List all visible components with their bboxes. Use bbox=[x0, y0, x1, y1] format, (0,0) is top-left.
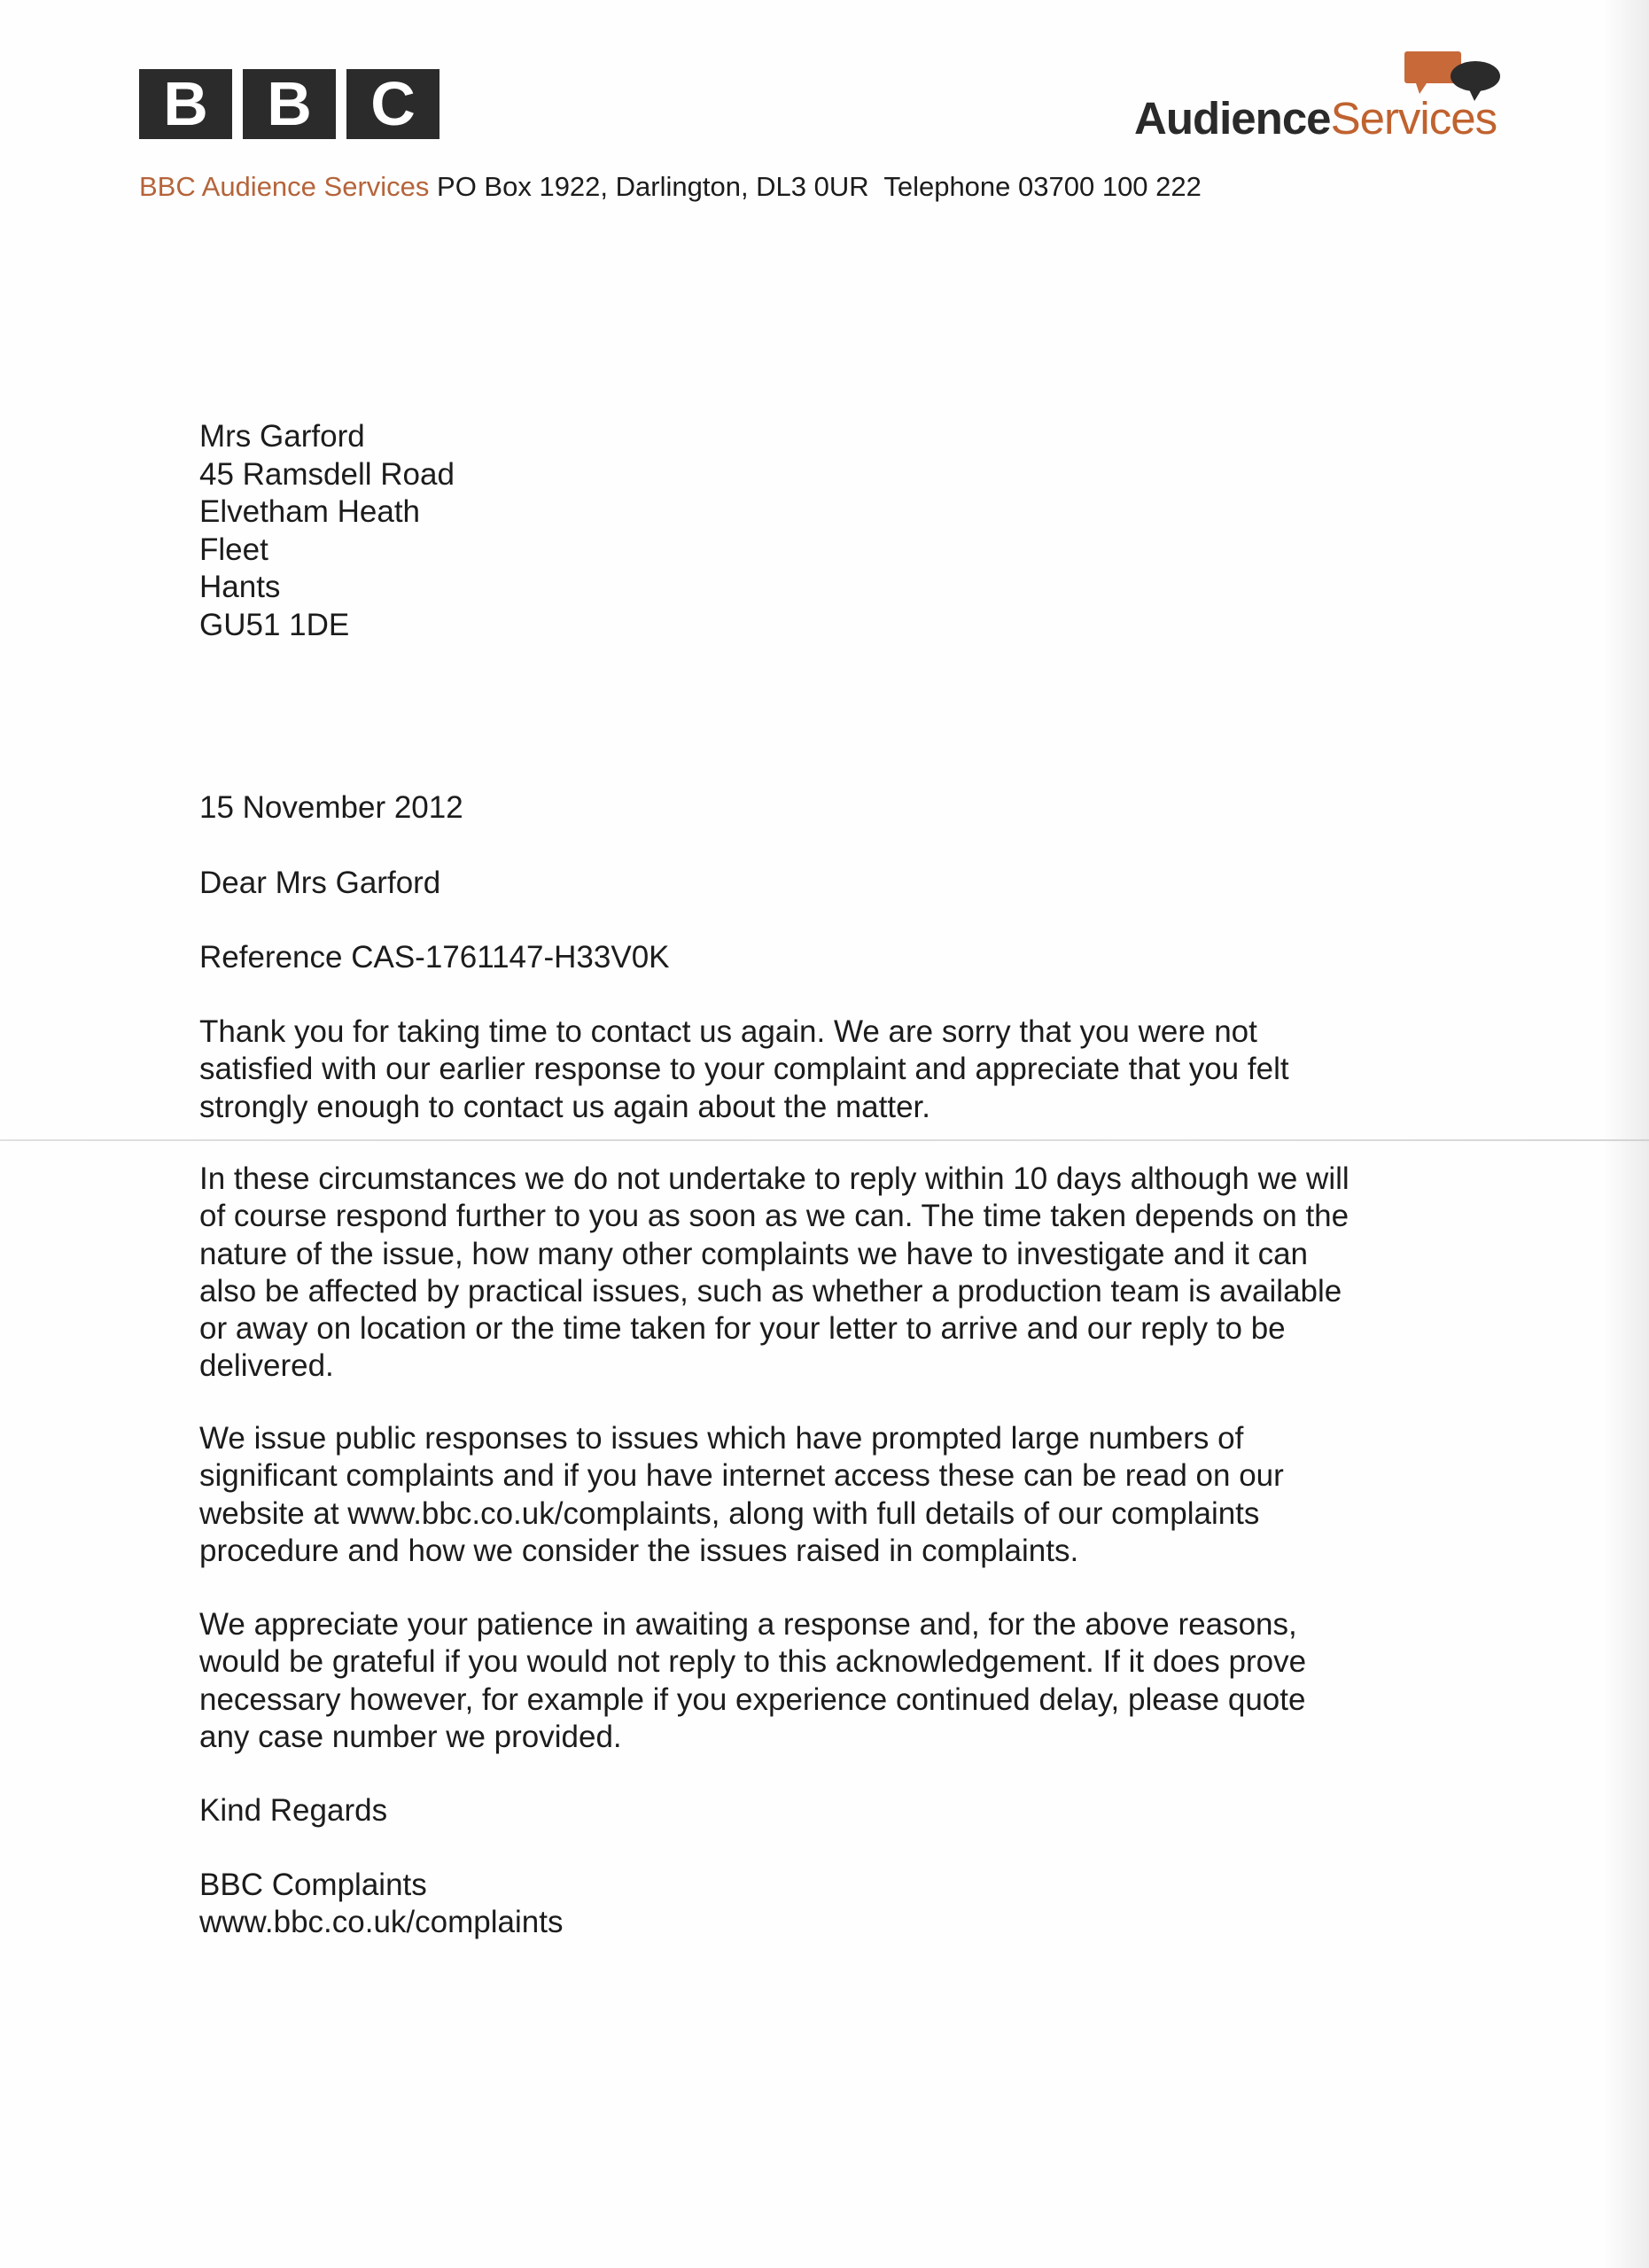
paragraph-line: also be affected by practical issues, such as whether a production team is available bbox=[199, 1273, 1342, 1309]
recipient-line: Mrs Garford bbox=[199, 419, 365, 454]
letter-signature: BBC Complaints bbox=[199, 1868, 427, 1902]
audience-services-logo bbox=[1134, 50, 1506, 147]
sender-address-details: PO Box 1922, Darlington, DL3 0UR Telephone 03700 100 222 bbox=[429, 171, 1202, 202]
paragraph-line: delivered. bbox=[199, 1348, 334, 1384]
paragraph-line: would be grateful if you would not reply to this acknowledgement. If it does prove bbox=[199, 1644, 1307, 1680]
recipient-line: GU51 1DE bbox=[199, 607, 350, 642]
signature-url: www.bbc.co.uk/complaints bbox=[199, 1905, 564, 1939]
paragraph-line: necessary however, for example if you experience continued delay, please quote bbox=[199, 1682, 1306, 1717]
sender-address-line bbox=[139, 171, 1202, 203]
letter-date: 15 November 2012 bbox=[199, 790, 463, 825]
paragraph-line: We issue public responses to issues which have prompted large numbers of bbox=[199, 1421, 1244, 1456]
recipient-line: Hants bbox=[199, 570, 281, 604]
letter-closing: Kind Regards bbox=[199, 1793, 388, 1828]
paragraph-line: or away on location or the time taken for your letter to arrive and our reply to be bbox=[199, 1311, 1286, 1347]
letter-salutation: Dear Mrs Garford bbox=[199, 866, 441, 900]
body-paragraph-3 bbox=[199, 1420, 1458, 1570]
bbc-logo-block-3: C bbox=[346, 69, 439, 139]
paragraph-line: procedure and how we consider the issues raised in complaints. bbox=[199, 1533, 1079, 1568]
wordmark-audience: Audience bbox=[1134, 93, 1331, 144]
bbc-logo-block-1: B bbox=[139, 69, 232, 139]
case-reference: Reference CAS-1761147-H33V0K bbox=[199, 940, 670, 975]
paragraph-line: satisfied with our earlier response to your complaint and appreciate that you felt bbox=[199, 1052, 1289, 1087]
paragraph-line: website at www.bbc.co.uk/complaints, along with full details of our complaints bbox=[199, 1495, 1260, 1531]
recipient-line: Elvetham Heath bbox=[199, 494, 421, 529]
bbc-logo bbox=[139, 69, 439, 139]
paragraph-line: significant complaints and if you have internet access these can be read on our bbox=[199, 1458, 1284, 1494]
bbc-logo-block-2: B bbox=[243, 69, 336, 139]
body-paragraph-4 bbox=[199, 1606, 1458, 1756]
paragraph-line: nature of the issue, how many other complaints we have to investigate and it can bbox=[199, 1236, 1308, 1271]
recipient-line: 45 Ramsdell Road bbox=[199, 456, 455, 492]
paragraph-line: of course respond further to you as soon as we can. The time taken depends on the bbox=[199, 1199, 1350, 1234]
audience-services-wordmark bbox=[1134, 93, 1497, 144]
paper-fold-line bbox=[0, 1139, 1649, 1141]
paragraph-line: strongly enough to contact us again about the matter. bbox=[199, 1089, 930, 1124]
body-paragraph-1 bbox=[199, 1014, 1458, 1126]
page-edge-shadow bbox=[1603, 0, 1649, 2268]
paragraph-line: any case number we provided. bbox=[199, 1719, 622, 1754]
wordmark-services: Services bbox=[1330, 93, 1497, 144]
paragraph-line: Thank you for taking time to contact us again. We are sorry that you were not bbox=[199, 1014, 1257, 1049]
body-paragraph-2 bbox=[199, 1161, 1458, 1386]
recipient-address bbox=[199, 418, 455, 644]
recipient-line: Fleet bbox=[199, 532, 268, 567]
paragraph-line: In these circumstances we do not undertake to reply within 10 days although we will bbox=[199, 1161, 1350, 1196]
sender-brand-name: BBC Audience Services bbox=[139, 171, 430, 202]
paragraph-line: We appreciate your patience in awaiting a response and, for the above reasons, bbox=[199, 1607, 1297, 1642]
